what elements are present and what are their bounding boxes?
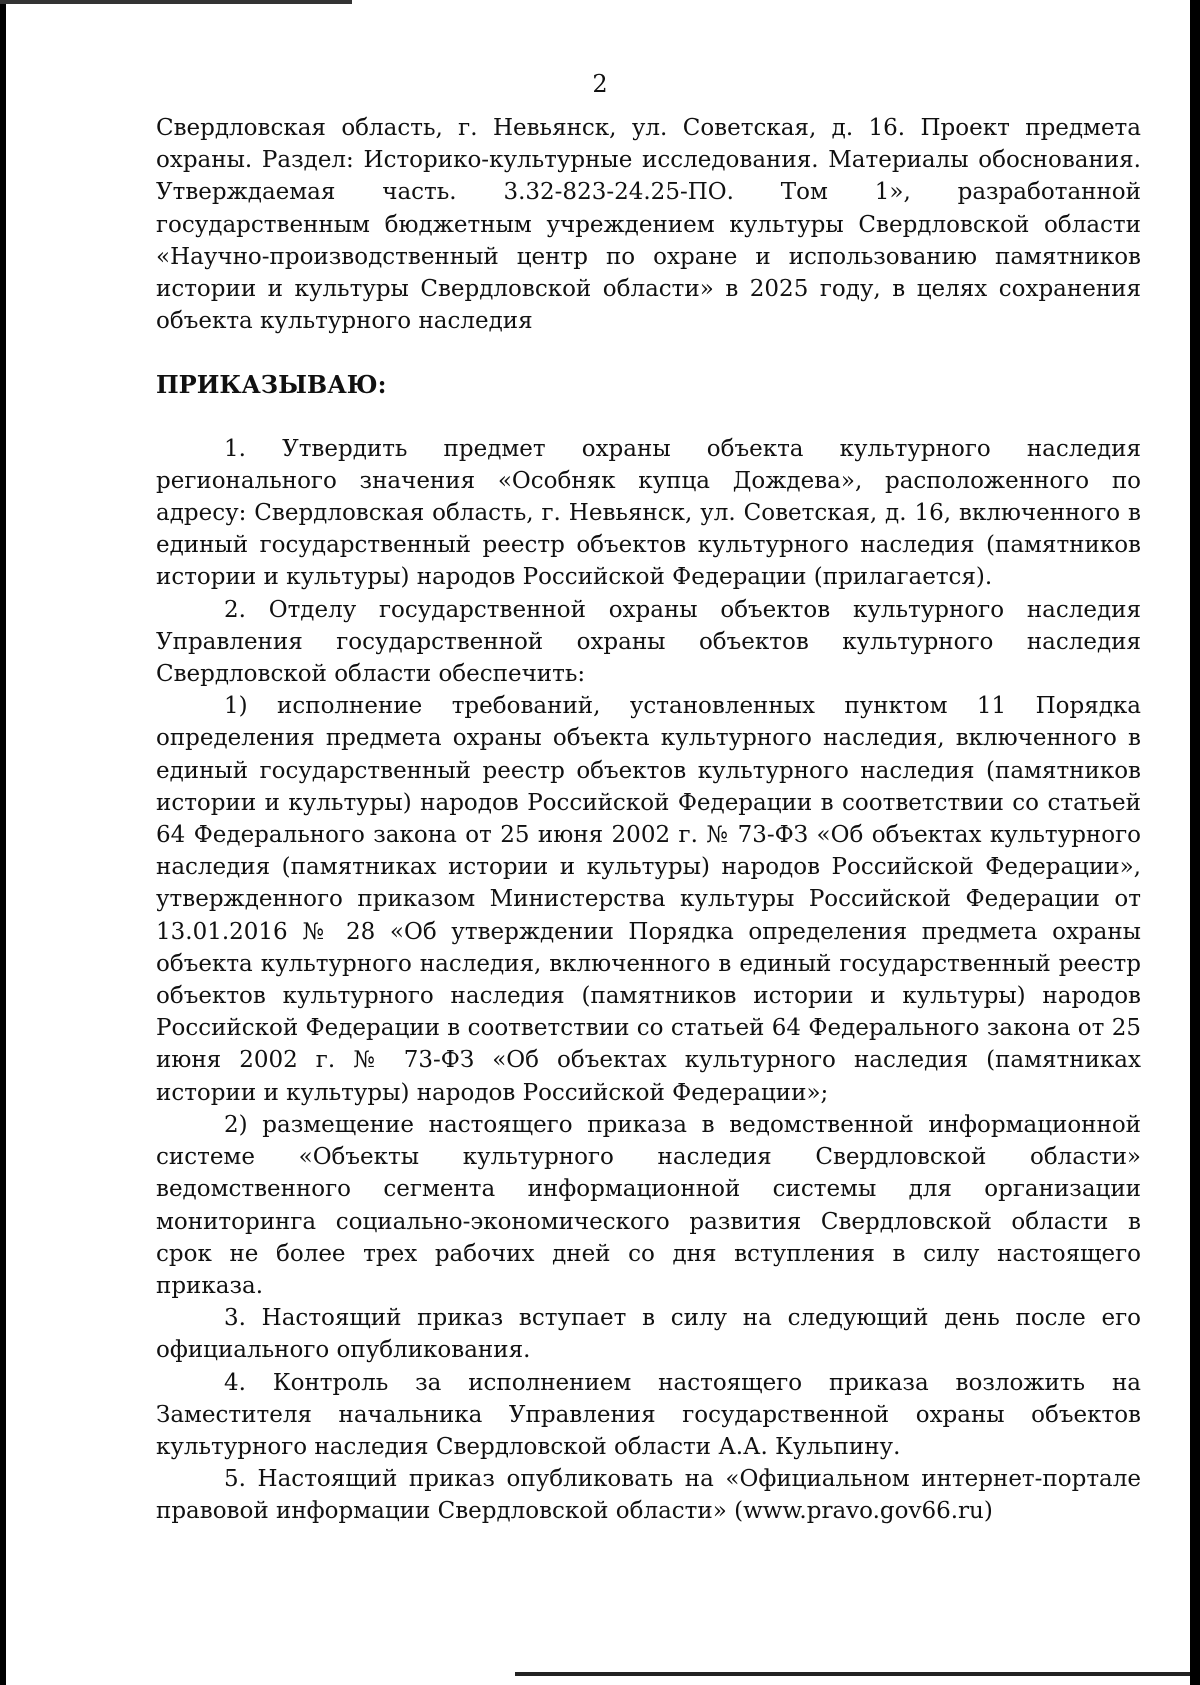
scan-border-left	[0, 0, 6, 1685]
document-body	[156, 112, 1141, 1528]
item-1-approve: 1. Утвердить предмет охраны объекта культурного наследия регионального значения «Особняк купца Дождева», расположенного по адресу: Свердловская область, г. Невьянск, ул. Советская, д. 16, включенного в единый государственный реестр объектов культурного наследия (памятников истории и культуры) народов Российской Федерации (прилагается).	[156, 435, 1141, 591]
item-2-department: 2. Отделу государственной охраны объектов культурного наследия Управления государственной охраны объектов культурного наследия Свердловской области обеспечить:	[156, 596, 1141, 688]
scan-line-bottom	[515, 1672, 1190, 1676]
scan-border-right	[1190, 0, 1200, 1685]
subitem-2-1-requirements: 1) исполнение требований, установленных пунктом 11 Порядка определения предмета охраны объекта культурного наследия, включенного в единый государственный реестр объектов культурного наследия (памятников истории и культуры) народов Российской Федерации в соответствии со статьей 64 Федерального закона от 25 июня 2002 г. № 73-ФЗ «Об объектах культурного наследия (памятниках истории и культуры) народов Российской Федерации», утвержденного приказом Министерства культуры Российской Федерации от 13.01.2016 № 28 «Об утверждении Порядка определения предмета охраны объекта культурного наследия, включенного в единый государственный реестр объектов культурного наследия (памятников истории и культуры) народов Российской Федерации в соответствии со статьей 64 Федерального закона от 25 июня 2002 г. № 73-ФЗ «Об объектах культурного наследия (памятниках истории и культуры) народов Российской Федерации»;	[156, 693, 1141, 1106]
page-number: 2	[592, 70, 608, 98]
item-3-entry-into-force: 3. Настоящий приказ вступает в силу на следующий день после его официального опубликования.	[156, 1305, 1141, 1364]
intro-paragraph: Свердловская область, г. Невьянск, ул. Советская, д. 16. Проект предмета охраны. Раздел: Историко-культурные исследования. Материалы обоснования. Утверждаемая часть. 3.32-823-24.25-ПО. Том 1», разработанной государственным бюджетным учреждением культуры Свердловской области «Научно-производственный центр по охране и использованию памятников истории и культуры Свердловской области» в 2025 году, в целях сохранения объекта культурного наследия	[156, 115, 1141, 335]
scan-line-top	[0, 0, 352, 4]
order-heading: ПРИКАЗЫВАЮ:	[156, 370, 387, 400]
item-4-control: 4. Контроль за исполнением настоящего приказа возложить на Заместителя начальника Управления государственной охраны объектов культурного наследия Свердловской области А.А. Кульпину.	[156, 1369, 1141, 1460]
item-5-publish: 5. Настоящий приказ опубликовать на «Официальном интернет-портале правовой информации Свердловской области» (www.pravo.gov66.ru)	[156, 1466, 1141, 1525]
subitem-2-2-publication: 2) размещение настоящего приказа в ведомственной информационной системе «Объекты культурного наследия Свердловской области» ведомственного сегмента информационной системы для организации мониторинга социально-экономического развития Свердловской области в срок не более трех рабочих дней со дня вступления в силу настоящего приказа.	[156, 1111, 1141, 1299]
